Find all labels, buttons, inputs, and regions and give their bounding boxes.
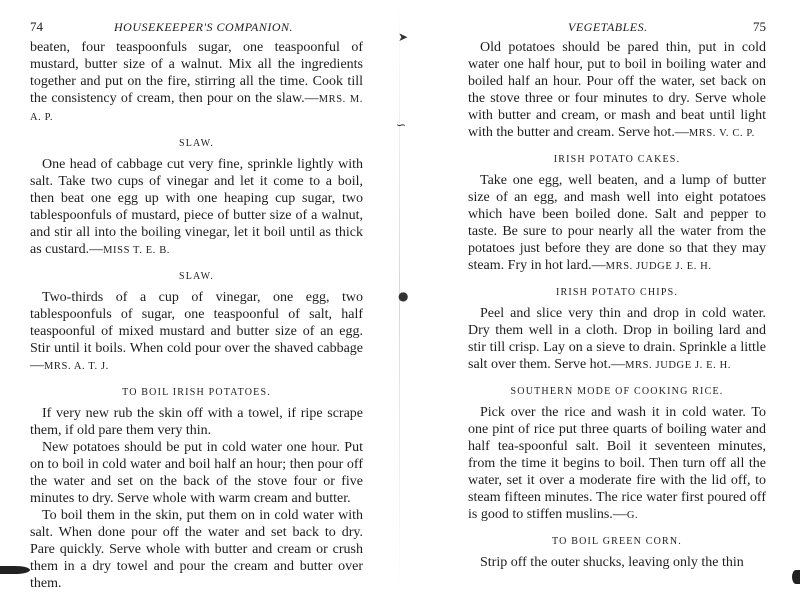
right-running-head — [468, 18, 766, 35]
scan-edge-shadow-right — [792, 570, 800, 584]
left-page-body — [30, 39, 363, 592]
left-page-number: 74 — [30, 19, 43, 34]
right-running-title: VEGETABLES. — [568, 20, 648, 34]
recipe-text: Take one egg, well beaten, and a lump of butter size of an egg, and mash well into eight potatoes which have been boiled done. Salt and pepper to taste. Be sure to pour nearly all the water from the potatoes just before they are done so that they may steam. Fry in hot lard.—MRS. JUDGE J. E. H. — [468, 173, 766, 273]
recipe-heading: IRISH POTATO CAKES. — [553, 154, 681, 165]
recipe-signature: MRS. V. C. P. — [688, 128, 755, 139]
recipe-text: Peel and slice very thin and drop in cold water. Dry them well in a cloth. Drop in boiling lard and stir till crisp. Lay on a sieve to drain. Sprinkle a little salt over them. Serve hot.—MRS. JUDGE J. E. H. — [468, 306, 766, 372]
scan-edge-shadow-left — [0, 566, 30, 574]
recipe-text: Two-thirds of a cup of vinegar, one egg, two tablespoonfuls of sugar, one teaspoonful of salt, half teaspoonful of mixed mustard and butter size of an egg. Stir until it boils. When cold pour over the shaved cabbage—MRS. A. T. J. — [30, 290, 363, 373]
right-page-body — [468, 39, 766, 571]
left-running-title: HOUSEKEEPER'S COMPANION. — [114, 20, 293, 34]
recipe-heading: SOUTHERN MODE OF COOKING RICE. — [510, 386, 724, 397]
recipe-heading: IRISH POTATO CHIPS. — [555, 287, 679, 298]
recipe-signature: G. — [626, 510, 639, 521]
recipe-text: Old potatoes should be pared thin, put in cold water one half hour, put to boil in boiling water and boiled half an hour. Pour off the water, set back on the stove three or four minutes to dry. Serve whole with butter and cream, or mash and beat until light with the butter and cream. Serve hot.—MRS. V. C. P. — [468, 40, 766, 140]
recipe-text: If very new rub the skin off with a towel, if ripe scrape them, if old pare them very thin. — [30, 406, 363, 438]
recipe-signature: MRS. A. T. J. — [44, 361, 109, 372]
recipe-text: Strip off the outer shucks, leaving only the thin — [480, 555, 744, 570]
recipe-text: One head of cabbage cut very fine, sprinkle lightly with salt. Take two cups of vinegar and let it come to a boil, then beat one egg up with one heaping cup sugar, two tablespoonfuls of mustard, piece of butter size of a walnut, and stir all into the boiling vinegar, let it boil until as thick as custard.—MISS T. E. B. — [30, 157, 363, 257]
recipe-signature: MISS T. E. B. — [103, 245, 171, 256]
recipe-text: beaten, four teaspoonfuls sugar, one teaspoonful of mustard, butter size of a walnut. Mix all the ingredients together and put on the fire, stirring all the time. Cook till the consistency of cream, then pour on the slaw.—MRS. M. A. P. — [30, 40, 364, 123]
margin-mark-glyph: ∽ — [396, 118, 407, 132]
recipe-heading: TO BOIL IRISH POTATOES. — [122, 387, 271, 398]
margin-mark-arrow: ➤ — [398, 30, 409, 44]
left-page — [30, 18, 363, 592]
right-page — [468, 18, 766, 571]
recipe-heading: SLAW. — [178, 138, 215, 149]
recipe-text: New potatoes should be put in cold water one hour. Put on to boil in cold water and boil half an hour; then pour off the water and set on the back of the stove four or five minutes to dry. Serve whole with warm cream and butter. — [30, 440, 363, 506]
recipe-text: To boil them in the skin, put them on in cold water with salt. When done pour off the water and set back to dry. Pare quickly. Serve whole with butter and cream or crush them in a dry towel and pour the cream and butter over them. — [30, 508, 363, 591]
recipe-signature: MRS. JUDGE J. E. H. — [625, 360, 731, 371]
recipe-signature: MRS. JUDGE J. E. H. — [605, 261, 712, 272]
recipe-heading: SLAW. — [178, 271, 215, 282]
recipe-text: Pick over the rice and wash it in cold water. To one pint of rice put three quarts of boiling water and half tea-spoonful salt. Boil it seventeen minutes, from the time it begins to boil. Then turn off all the water, set it over a moderate fire with the lid off, to steam fifteen minutes. The rice water first poured off is good to stiffen muslins.—G. — [468, 405, 766, 522]
left-running-head — [30, 18, 363, 35]
margin-mark-dot: ● — [398, 289, 409, 303]
right-page-number: 75 — [753, 19, 766, 34]
recipe-heading: TO BOIL GREEN CORN. — [551, 536, 683, 547]
recipe-signature: MRS. M. A. P. — [30, 94, 364, 123]
